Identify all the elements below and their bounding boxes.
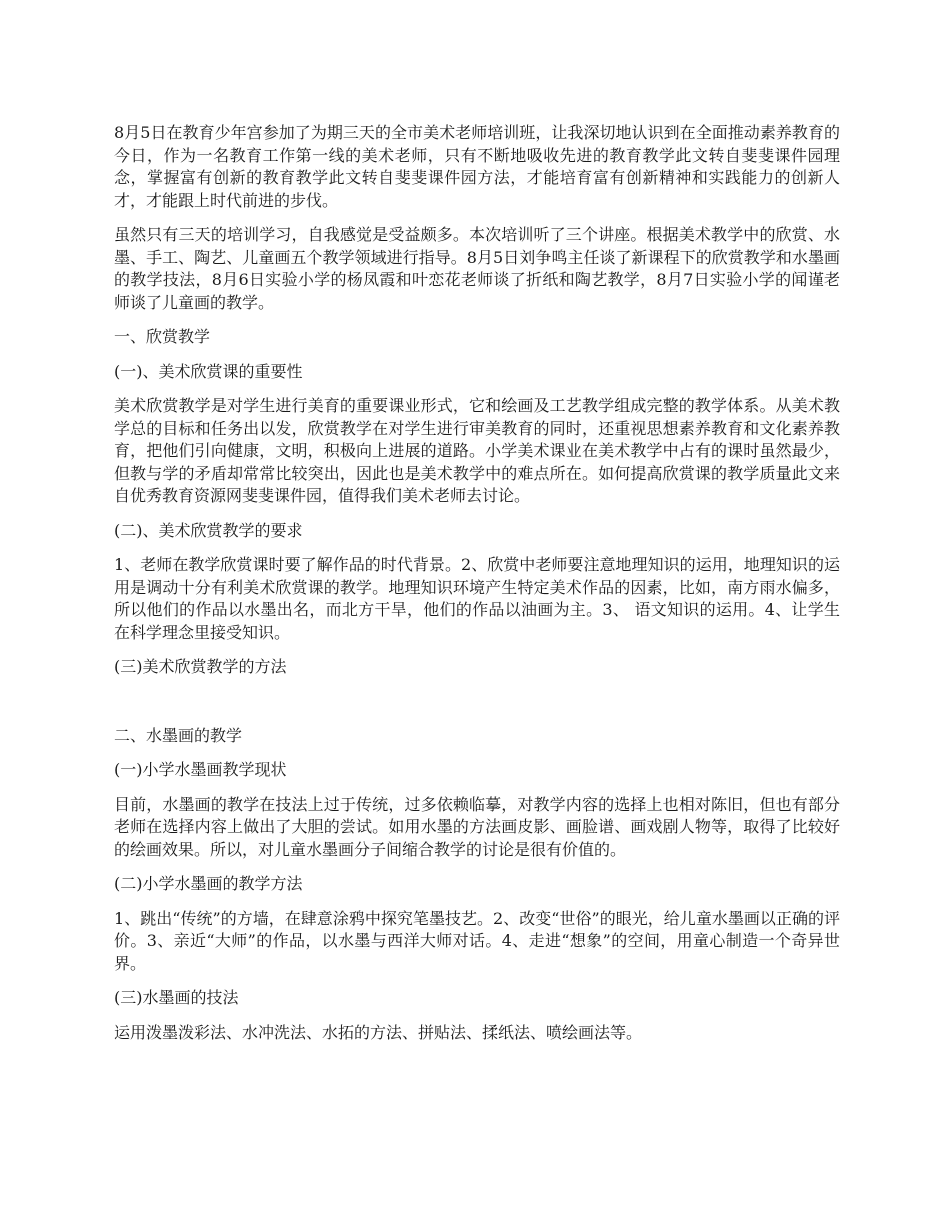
paragraph-requirements: 1、老师在教学欣赏课时要了解作品的时代背景。2、欣赏中老师要注意地理知识的运用，地理知识的运用是调动十分有利美术欣赏课的教学。地理知识环境产生特定美术作品的因素，比如，南方雨水偏多，所以他们的作品以水墨出名，而北方干旱，他们的作品以油画为主。3、 语文知识的运用。4、让学生在科学理念里接受知识。	[114, 555, 840, 642]
paragraph-teaching-methods: 1、跳出“传统”的方墙，在肆意涂鸦中探究笔墨技艺。2、改变“世俗”的眼光，给儿童水墨画以正确的评价。3、亲近“大师”的作品，以水墨与西洋大师对话。4、走进“想象”的空间，用童心制造一个奇异世界。	[114, 908, 840, 973]
subheading-methods: (三)美术欣赏教学的方法	[114, 657, 287, 676]
subheading-requirements: (二)、美术欣赏教学的要求	[114, 520, 303, 540]
paragraph-current-status: 目前，水墨画的教学在技法上过于传统，过多依赖临摹，对教学内容的选择上也相对陈旧，但也有部分老师在选择内容上做出了大胆的尝试。如用水墨的方法画皮影、画脸谱、画戏剧人物等，取得了比较好的绘画效果。所以，对儿童水墨画分子间缩合教学的讨论是很有价值的。	[114, 794, 840, 859]
paragraph-techniques: 运用泼墨泼彩法、水冲洗法、水拓的方法、拼贴法、揉纸法、喷绘画法等。	[114, 1022, 643, 1042]
section-heading-appreciation: 一、欣赏教学	[114, 327, 211, 346]
section-heading-ink-painting: 二、水墨画的教学	[114, 725, 243, 745]
subheading-importance: (一)、美术欣赏课的重要性	[114, 361, 303, 381]
document-page	[114, 122, 840, 1056]
paragraph-training-summary: 虽然只有三天的培训学习，自我感觉是受益颇多。本次培训听了三个讲座。根据美术教学中的欣赏、水墨、手工、陶艺、儿童画五个教学领域进行指导。8月5日刘争鸣主任谈了新课程下的欣赏教学和水墨画的教学技法，8月6日实验小学的杨凤霞和叶恋花老师谈了折纸和陶艺教学，8月7日实验小学的闻谨老师谈了儿童画的教学。	[114, 225, 840, 312]
paragraph-intro: 8月5日在教育少年宫参加了为期三天的全市美术老师培训班，让我深切地认识到在全面推动素养教育的今日，作为一名教育工作第一线的美术老师，只有不断地吸收先进的教育教学此文转自斐斐课件园理念，掌握富有创新的教育教学此文转自斐斐课件园方法，才能培育富有创新精神和实践能力的创新人才，才能跟上时代前进的步伐。	[114, 123, 840, 210]
paragraph-importance: 美术欣赏教学是对学生进行美育的重要课业形式，它和绘画及工艺教学组成完整的教学体系。从美术教学总的目标和任务出以发，欣赏教学在对学生进行审美教育的同时，还重视思想素养教育和文化素养教育，把他们引向健康，文明，积极向上进展的道路。小学美术课业在美术教学中占有的课时虽然最少，但教与学的矛盾却常常比较突出，因此也是美术教学中的难点所在。如何提高欣赏课的教学质量此文来自优秀教育资源网斐斐课件园，值得我们美术老师去讨论。	[114, 396, 840, 505]
subheading-techniques: (三)水墨画的技法	[114, 988, 239, 1007]
subheading-current-status: (一)小学水墨画教学现状	[114, 760, 287, 779]
subheading-teaching-methods: (二)小学水墨画的教学方法	[114, 874, 303, 893]
